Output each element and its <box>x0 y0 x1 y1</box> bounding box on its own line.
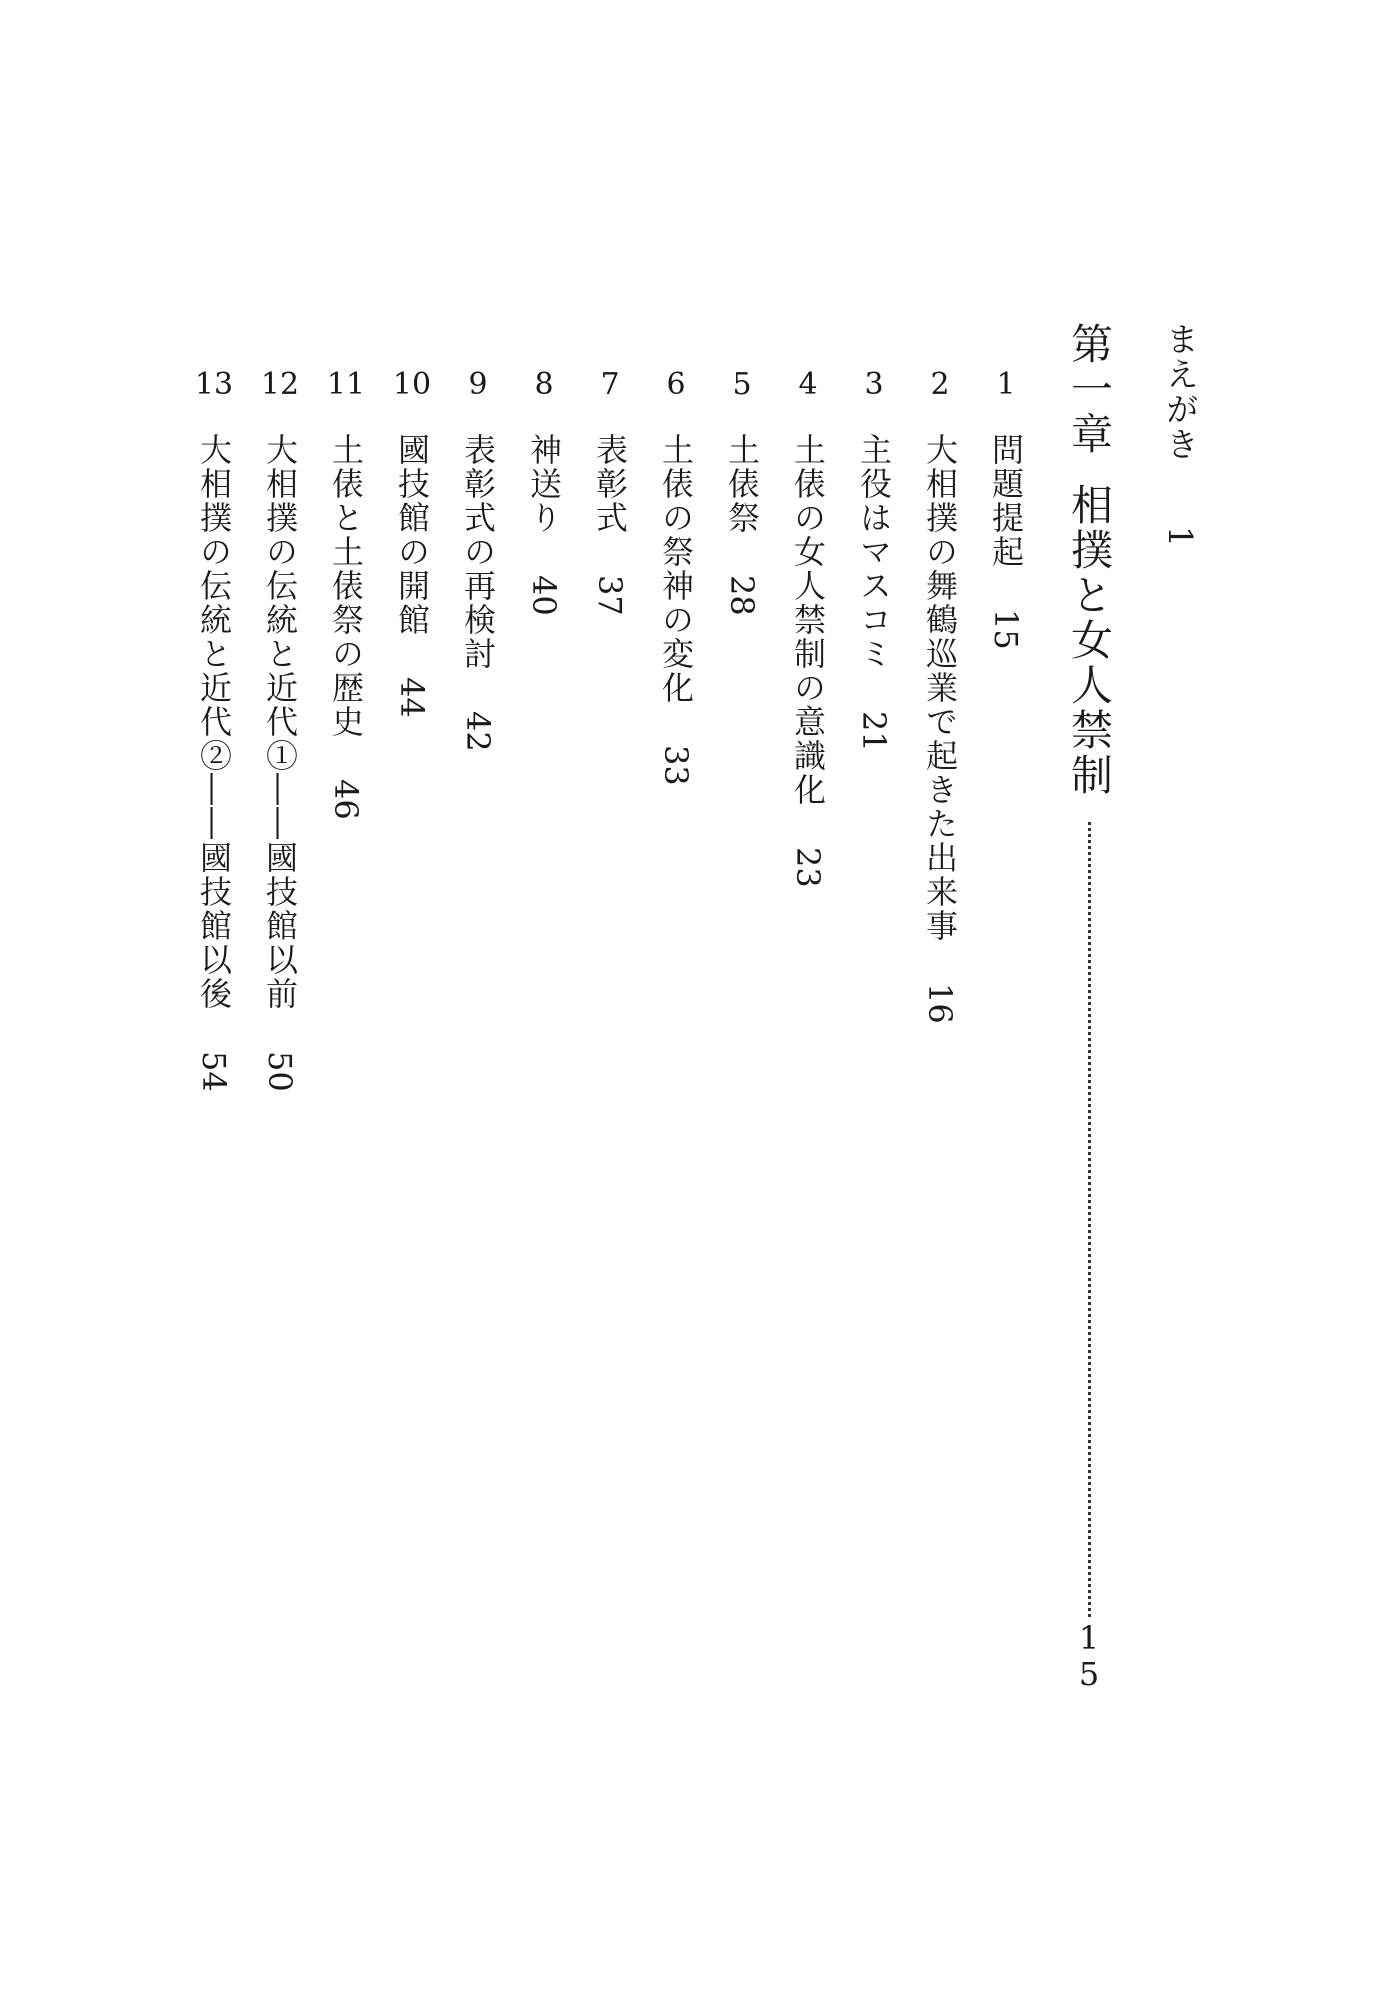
entry-number: 11 <box>326 367 366 402</box>
entry-title: 問題提起 <box>987 433 1025 569</box>
chapter-title: 相撲と女人禁制 <box>1065 483 1114 798</box>
entry-title: 土俵祭 <box>723 433 761 535</box>
entry-number: 5 <box>732 367 752 402</box>
entry-page-number: 40 <box>525 575 563 616</box>
entry-title: 大相撲の伝統と近代①――國技館以前 <box>261 433 299 1011</box>
entry-title: 大相撲の伝統と近代②――國技館以後 <box>195 433 233 1011</box>
entry-number: 7 <box>600 367 620 402</box>
entry-title: 大相撲の舞鶴巡業で起きた出来事 <box>921 433 959 943</box>
entry-page-number: 44 <box>393 677 431 718</box>
chapter-title-column <box>1062 322 1116 798</box>
chapter-number-label: 第一章 <box>1065 322 1114 457</box>
entry-page-number: 50 <box>261 1051 299 1092</box>
entry-page-number: 54 <box>195 1051 233 1092</box>
entry-page-number: 16 <box>921 983 959 1024</box>
preface-entry <box>1160 322 1200 549</box>
entry-page-number: 15 <box>987 609 1025 650</box>
entry-title: 主役はマスコミ <box>855 433 893 671</box>
entry-number: 6 <box>666 367 686 402</box>
entry-number: 3 <box>864 367 884 402</box>
entry-page-number: 23 <box>789 847 827 888</box>
entry-title: 表彰式の再検討 <box>459 433 497 671</box>
entry-page-number: 37 <box>591 575 629 616</box>
chapter-page-number: 15 <box>1070 1619 1108 1691</box>
preface-page-number: 1 <box>1161 526 1200 549</box>
entry-number: 9 <box>468 367 488 402</box>
entry-page-number: 42 <box>459 711 497 752</box>
entry-number: 8 <box>534 367 554 402</box>
entry-page-number: 46 <box>327 779 365 820</box>
entry-title: 土俵の女人禁制の意識化 <box>789 433 827 807</box>
entry-number: 10 <box>392 367 432 402</box>
entry-number: 2 <box>930 367 950 402</box>
chapter-dot-leader <box>1088 822 1091 1617</box>
entry-title: 國技館の開館 <box>393 433 431 637</box>
preface-label: まえがき <box>1161 322 1200 462</box>
chapter-heading <box>1062 322 1118 1691</box>
entry-number: 4 <box>798 367 818 402</box>
entry-page-number: 28 <box>723 575 761 616</box>
entry-number: 13 <box>194 367 234 402</box>
entry-title: 表彰式 <box>591 433 629 535</box>
entry-number: 12 <box>260 367 300 402</box>
entry-title: 土俵の祭神の変化 <box>657 433 695 705</box>
entry-page-number: 21 <box>855 711 893 752</box>
entry-title: 土俵と土俵祭の歴史 <box>327 433 365 739</box>
entry-title: 神送り <box>525 433 563 535</box>
entry-number: 1 <box>996 367 1016 402</box>
entry-page-number: 33 <box>657 745 695 786</box>
